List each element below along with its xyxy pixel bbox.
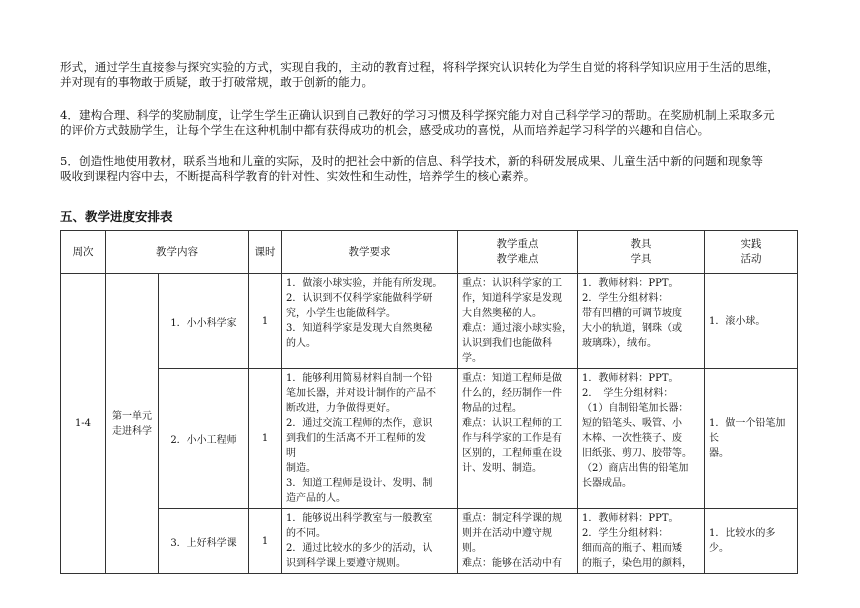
text-line: 的评价方式鼓励学生，让每个学生在这种机制中都有获得成功的机会，感受成功的喜悦，从而培养起学习科学的兴趣和自信心。 (60, 123, 710, 137)
keypoints-cell: 重点：知道工程师是做 什么的，经历制作一件 物品的过程。 难点：认识工程师的工 作与科学家的工作是有 区别的，工程师重在设 计、发明、制造。 (458, 369, 578, 509)
table-header-row (61, 231, 798, 274)
header-requirements: 教学要求 (282, 231, 458, 274)
text-line: 吸收到课程内容中去，不断提高科学教育的针对性、实效性和生动性，培养学生的核心素养。 (60, 169, 536, 183)
paragraph-item-5 (60, 154, 802, 184)
header-week: 周次 (61, 231, 106, 274)
section-heading: 五、教学进度安排表 (60, 209, 173, 224)
keypoints-cell: 重点：认识科学家的工 作，知道科学家是发现 大自然奥秘的人。 难点：通过滚小球实验， 认识到我们也能做科 学。 (458, 274, 578, 369)
text-line: 4．建构合理、科学的奖励制度，让学生学生正确认识到自己教好的学习习惯及科学探究能力对自己科学学习的帮助。在奖励机制上采取多元 (60, 108, 775, 122)
table-row (61, 369, 798, 509)
requirements-cell: 1．能够利用简易材料自制一个铅 笔加长器，并对设计制作的产品不 断改进，力争做得更好。 2．通过交流工程师的杰作，意识 到我们的生活离不开工程师的发 明 制造。 3．知道工程师是设计、发明、制 造产品的人。 (282, 369, 458, 509)
keypoints-cell: 重点：制定科学课的规 则并在活动中遵守规 则。 难点：能够在活动中有 (458, 509, 578, 574)
week-cell: 1-4 (61, 274, 106, 574)
text-line: 5．创造性地使用教材，联系当地和儿童的实际，及时的把社会中新的信息、科学技术，新的科研发展成果、儿童生活中新的问题和现象等 (60, 154, 764, 168)
text-line: 并对现有的事物敢于质疑，敢于打破常规，敢于创新的能力。 (60, 75, 374, 89)
tools-cell: 1．教师材料：PPT。 2．学生分组材料： 细而高的瓶子、粗而矮 的瓶子，染色用的颜料， (578, 509, 705, 574)
paragraph-continuation (60, 60, 802, 90)
table-row (61, 509, 798, 574)
header-keypoints: 教学重点 教学难点 (458, 231, 578, 274)
lesson-cell: 1．小小科学家 (159, 274, 249, 369)
tools-cell: 1．教师材料：PPT。 2．学生分组材料： 带有凹槽的可调节坡度 大小的轨道，钢珠（或 玻璃珠），绒布。 (578, 274, 705, 369)
unit-cell: 第一单元 走进科学 (106, 274, 159, 574)
requirements-cell: 1．能够说出科学教室与一般教室 的不同。 2．通过比较水的多少的活动，认 识到科学课上要遵守规则。 (282, 509, 458, 574)
paragraph-item-4 (60, 108, 802, 138)
lesson-cell: 3．上好科学课 (159, 509, 249, 574)
requirements-cell: 1．做滚小球实验，并能有所发现。 2．认识到不仅科学家能做科学研 究，小学生也能做科学。 3．知道科学家是发现大自然奥秘 的人。 (282, 274, 458, 369)
practice-cell: 1．滚小球。 (705, 274, 798, 369)
table-row (61, 274, 798, 369)
hours-cell: 1 (249, 274, 282, 369)
text-line: 形式，通过学生直接参与探究实验的方式，实现自我的，主动的教育过程，将科学探究认识转化为学生自觉的将科学知识应用于生活的思维， (60, 60, 779, 74)
hours-cell: 1 (249, 509, 282, 574)
hours-cell: 1 (249, 369, 282, 509)
practice-cell: 1．做一个铅笔加长 器。 (705, 369, 798, 509)
practice-cell: 1．比较水的多少。 (705, 509, 798, 574)
header-tools: 教具 学具 (578, 231, 705, 274)
header-hours: 课时 (249, 231, 282, 274)
tools-cell: 1．教师材料：PPT。 2． 学生分组材料： （1）自制铅笔加长器： 短的铅笔头、吸管、小 木棒、一次性筷子、废 旧纸张、剪刀、胶带等。 （2）商店出售的铅笔加 长器成品。 (578, 369, 705, 509)
header-practice: 实践 活动 (705, 231, 798, 274)
schedule-table (60, 230, 798, 574)
lesson-cell: 2．小小工程师 (159, 369, 249, 509)
header-content: 教学内容 (106, 231, 249, 274)
